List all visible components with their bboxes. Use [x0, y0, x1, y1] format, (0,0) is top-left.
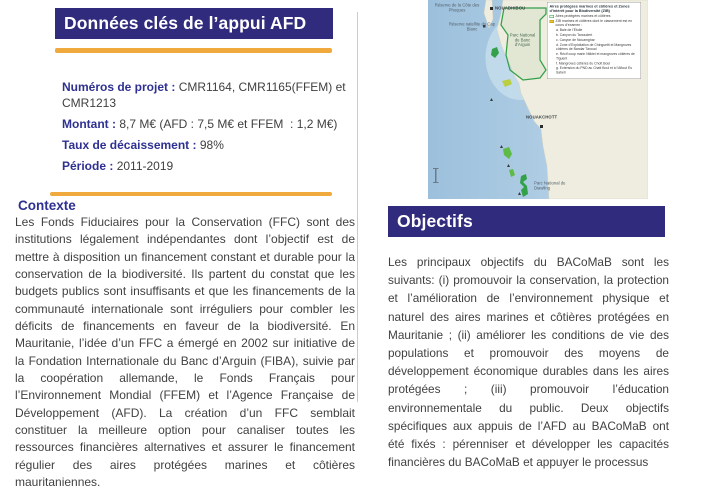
nouadhibou-city-marker: [490, 7, 493, 10]
legend-title: Aires protégées marines et côtières et Zones d’intérêt pour la Biodiversité (ZIB): [549, 4, 630, 13]
objectifs-title: Objectifs: [397, 211, 473, 231]
fact-value: CMR1164, CMR1165(FFEM) et CMR1213: [62, 80, 346, 110]
label-nouakchott: NOUAKCHOTT: [526, 114, 558, 120]
green-swatch-icon: [550, 15, 555, 18]
label-reserve-cote-des-phoques: Réserve de la Côte des Phoques: [434, 2, 480, 13]
legend-item-zib: [550, 20, 639, 28]
map-scale-bar: [435, 168, 437, 183]
fact-disbursement-rate: [62, 137, 354, 153]
fact-value: 8,7 M€ (AFD : 7,5 M€ et FFEM : 1,2 M€): [119, 117, 338, 131]
fact-label: Taux de décaissement :: [62, 138, 197, 152]
zib-list-item: e. Récif coup marin Ntiktel et mangroves côtières de Tiguent: [556, 52, 635, 61]
orange-divider-contexte: [50, 192, 332, 196]
fact-label: Numéros de projet :: [62, 80, 176, 94]
orange-divider-top: [55, 48, 332, 53]
mauritania-coast-map: [428, 0, 648, 200]
fact-period: [62, 158, 354, 174]
fact-amount: [62, 116, 354, 132]
zib-list-item: f. Mangroves côtières du Chott Boul: [556, 61, 611, 66]
nouakchott-city-marker: [540, 125, 543, 128]
zib-list-item: c. Canyon de Nouamghar: [556, 38, 595, 42]
contexte-paragraph: Les Fonds Fiduciaires pour la Conservation (FFC) sont des institutions légalement indépendantes dont l’objectif est de mettre à disposition un financement constant et durable pour la conservation de la biodiversité. Ils partent du constat que les budgets publics sont insuffisants et que les financements de la communauté internationale sont irréguliers pour combler les déficits de financements en faveur de la biodiversité. En Mauritanie, l’idée d’un FFC a émergé en 2002 sur initiative de la Fondation Internationale du Banc d’Arguin (FIBA), suivie par la coopération allemande, le Fonds Français pour l’Environnement Mondial (FFEM) et l’Agence Française de Développement (AFD). La création d’un FFC semblait constituer la meilleure option pour canaliser toutes les ressources financières alternatives et assurer le financement régulier des aires protégées marines et côtières mauritaniennes.: [15, 215, 355, 490]
label-parc-diawling: Parc National du Diawling: [534, 180, 566, 191]
objectifs-header-bar: [388, 206, 665, 237]
map-scale-tick: [433, 182, 439, 183]
zib-list-item: g. Extension du PND au Chatt Boul et à l’Aftout Es Saheli: [556, 66, 632, 75]
legend-item-label: Aires protégées marines et côtières: [555, 14, 611, 19]
fact-value: 98%: [199, 138, 224, 152]
fact-label: Période :: [62, 159, 114, 173]
label-parc-banc-arguin: Parc National du Banc d’Arguin: [509, 32, 536, 47]
key-data-header-bar: [55, 8, 333, 39]
zib-list-item: b. Canyon du Tanoudert: [556, 33, 593, 38]
fact-project-numbers: [62, 79, 354, 111]
yellow-swatch-icon: [550, 20, 555, 23]
contexte-heading: Contexte: [18, 198, 76, 213]
fact-label: Montant :: [62, 117, 116, 131]
column-divider: [357, 12, 358, 402]
label-reserve-cap-blanc: Réserve satellite du Cap Blanc: [448, 21, 496, 32]
objectifs-paragraph: Les principaux objectifs du BACoMaB sont les suivants: (i) promouvoir la conservation, la protection et l’amélioration de l’environnement physique et naturel des aires marines et côtières protégées en Mauritanie ; (ii) améliorer les conditions de vie des populations et promouvoir des moyens de développement économique durables dans les aires protégées ; (iii) promouvoir l’éducation environnementale du public. Deux objectifs spécifiques aux appuis de l’AFD au BACoMaB ont été fixés : pérenniser et développer les capacités financières du BACoMaB et appuyer le processus: [388, 255, 669, 470]
map-canvas: [428, 0, 648, 199]
zib-list: [550, 29, 639, 76]
zib-list-item: d. Zone d’Exploitation de Chinguetti et Mangroves côtières de Bandar Tanoud: [556, 43, 632, 52]
zib-list-item: a. Baie de l’Étoile: [556, 28, 583, 33]
label-nouadhibou: NOUADHIBOU: [495, 5, 526, 11]
map-scale-tick: [433, 168, 439, 169]
legend-item-label: ZIB marines et côtières dont le classement est en cours d’examen :: [555, 19, 633, 28]
map-legend: [547, 2, 641, 79]
legend-item-protected-areas: [550, 15, 639, 19]
key-data-title: Données clés de l’appui AFD: [64, 13, 307, 33]
key-facts-block: [62, 79, 354, 179]
fact-value: 2011-2019: [116, 159, 174, 173]
